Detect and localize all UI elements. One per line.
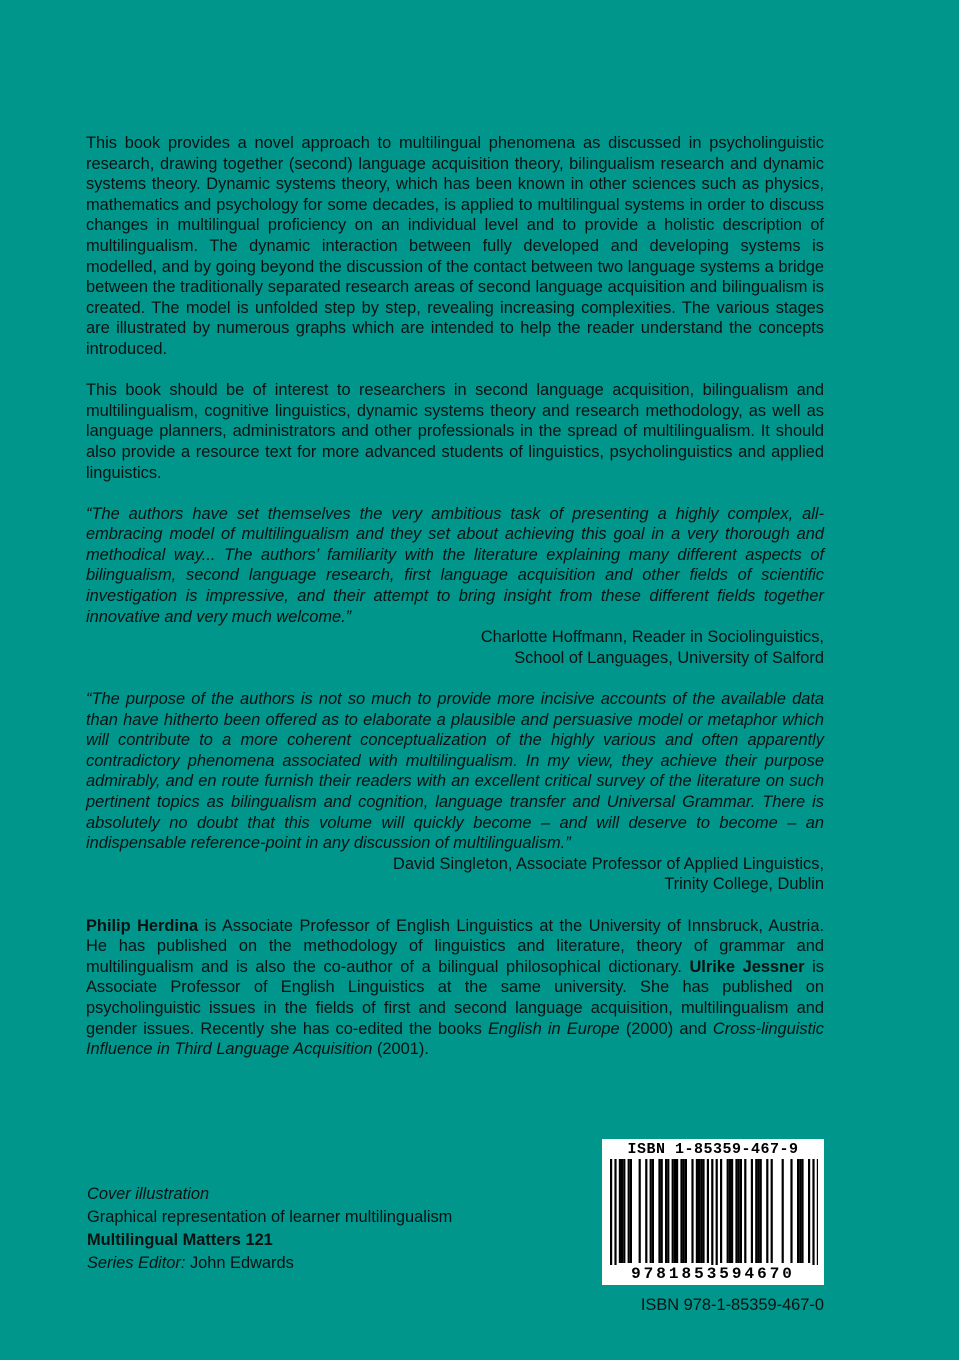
- barcode-bars: [608, 1159, 818, 1267]
- barcode-bar: [680, 1159, 682, 1263]
- barcode-bar: [766, 1159, 768, 1263]
- barcode-bar: [619, 1159, 621, 1263]
- barcode-bar: [665, 1159, 667, 1263]
- barcode-bar: [731, 1159, 733, 1263]
- series-editor-label: Series Editor:: [87, 1254, 186, 1272]
- barcode-bar: [639, 1159, 641, 1263]
- barcode-bar: [691, 1159, 693, 1263]
- book-year-2: (2001).: [372, 1040, 429, 1059]
- barcode-bar: [672, 1159, 674, 1263]
- description-paragraph: This book provides a novel approach to multilingual phenomena as discussed in psycholinguistic research, drawing together (second) language acquisition theory, bilingualism research and dynamic systems theory. Dynamic systems theory, which has been known in other sciences such as physics, mathematics and psychology for some decades, is applied to multilingual systems in order to discuss changes in multilingual proficiency on an individual level and to provide a holistic description of multilingualism. The dynamic interaction between fully developed and developing systems is modelled, and by going beyond the discussion of the contact between two language systems a bridge between the traditionally separated research areas of second language acquisition and bilingualism is created. The model is unfolded step by step, revealing increasing complexities. The various stages are illustrated by numerous graphs which are intended to help the reader understand the concepts introduced.: [86, 134, 824, 358]
- isbn-barcode: [602, 1139, 824, 1285]
- barcode-bar: [751, 1159, 753, 1263]
- barcode-bar: [738, 1159, 740, 1263]
- barcode-bar: [711, 1159, 713, 1267]
- barcode-bar: [735, 1159, 737, 1263]
- barcode-bar: [817, 1159, 818, 1267]
- barcode-bar: [623, 1159, 625, 1263]
- barcode-bar: [790, 1159, 792, 1263]
- barcode-bar: [760, 1159, 762, 1263]
- isbn-13: ISBN 978-1-85359-467-0: [640, 1296, 824, 1314]
- barcode-bar: [727, 1159, 729, 1263]
- reviewer-2-name: David Singleton, Associate Professor of Applied Linguistics,: [393, 854, 824, 873]
- reviewer-1-name: Charlotte Hoffmann, Reader in Sociolinguistics,: [480, 628, 824, 647]
- barcode-bar: [652, 1159, 654, 1263]
- barcode-isbn-label: ISBN 1-85359-467-9: [627, 1141, 799, 1158]
- barcode-bar: [716, 1159, 718, 1267]
- book-title-2: Cross-linguistic Influence in Third Language Acquisition: [86, 1019, 825, 1059]
- barcode-bar: [698, 1159, 700, 1263]
- book-year-1: (2000) and: [619, 1019, 713, 1038]
- barcode-bar: [676, 1159, 678, 1263]
- barcode-bar: [808, 1159, 810, 1263]
- series-editor-name: John Edwards: [185, 1254, 294, 1272]
- barcode-bar: [720, 1159, 722, 1263]
- book-title-1: English in Europe: [487, 1019, 620, 1038]
- reviewer-2-affiliation: Trinity College, Dublin: [664, 875, 824, 894]
- author-1-bio: is Associate Professor of English Linguistics at the University of Innsbruck, Austria. He has published on the methodology of linguistics and literature, theory of grammar and multilingualism and is also the co-author of a bilingual philosophical dictionary.: [86, 916, 824, 976]
- barcode-bar: [628, 1159, 630, 1263]
- barcode-bar: [696, 1159, 698, 1263]
- series-name: Multilingual Matters 121: [87, 1231, 273, 1249]
- barcode-bar: [812, 1159, 814, 1267]
- barcode-bar: [667, 1159, 669, 1263]
- authors-bio: [86, 916, 824, 1060]
- barcode-bar: [729, 1159, 731, 1263]
- barcode-bar: [630, 1159, 632, 1263]
- back-cover-text: [86, 133, 824, 1060]
- barcode-bar: [661, 1159, 663, 1263]
- author-1-name: Philip Herdina: [86, 916, 199, 935]
- barcode-bar: [614, 1159, 616, 1267]
- barcode-digits: 9781853594670: [602, 1265, 824, 1283]
- barcode-bar: [650, 1159, 652, 1263]
- barcode-bar: [621, 1159, 623, 1263]
- barcode-bar: [674, 1159, 676, 1263]
- barcode-bar: [782, 1159, 784, 1263]
- series-editor: [87, 1252, 452, 1275]
- review-attribution-2: [86, 854, 824, 895]
- review-attribution-1: [86, 627, 824, 668]
- barcode-bar: [740, 1159, 742, 1263]
- cover-illustration-text: Graphical representation of learner multilingualism: [87, 1208, 453, 1226]
- barcode-bar: [755, 1159, 757, 1263]
- barcode-bar: [683, 1159, 685, 1263]
- barcode-bar: [801, 1159, 803, 1263]
- author-2-bio: is Associate Professor of English Linguistics at the same university. She has published on psycholinguistic issues in the fields of first and second language acquisition, multilingualism and gender issues. Recently she has co-edited the books: [86, 957, 824, 1038]
- review-quote-2: “The purpose of the authors is not so much to provide more incisive accounts of the available data than have hitherto been offered as to elaborate a plausible and persuasive model or metaphor which will contribute to a more coherent conceptualization of the highly various and often apparently contradictory phenomena associated with multilingualism. In my view, they achieve their purpose admirably, and en route furnish their readers with an excellent critical survey of the literature on such pertinent topics as bilingualism and cognition, language transfer and Universal Grammar. There is absolutely no doubt that this volume will quickly become – and will deserve to become – an indispensable reference-point in any discussion of multilingualism.”: [86, 690, 824, 853]
- audience-paragraph: This book should be of interest to researchers in second language acquisition, bilingualism and multilingualism, cognitive linguistics, dynamic systems theory and research methodology, as well as language planners, administrators and other professionals in the spread of multilingualism. It should also provide a resource text for more advanced students of linguistics, psycholinguistics and applied linguistics.: [86, 381, 824, 482]
- review-quote-1: “The authors have set themselves the very ambitious task of presenting a highly complex, all-embracing model of multilingualism and they set about achieving this goal in a very thorough and methodical way... The authors’ familiarity with the literature explaining many different aspects of bilingualism, second language research, first language acquisition and other fields of scientific investigation is impressive, and their attempt to bring insight from these different fields together innovative and very much welcome.”: [86, 504, 824, 626]
- barcode-bar: [771, 1159, 773, 1263]
- barcode-bar: [610, 1159, 612, 1267]
- barcode-bar: [797, 1159, 799, 1263]
- cover-info: [87, 1183, 452, 1275]
- author-2-name: Ulrike Jessner: [689, 957, 805, 976]
- cover-illustration-label: Cover illustration: [87, 1185, 210, 1203]
- barcode-bar: [799, 1159, 801, 1263]
- barcode-bar: [707, 1159, 709, 1263]
- barcode-bar: [685, 1159, 687, 1263]
- reviewer-1-affiliation: School of Languages, University of Salford: [514, 648, 824, 667]
- barcode-bar: [757, 1159, 759, 1263]
- barcode-bar: [744, 1159, 746, 1263]
- barcode-bar: [645, 1159, 647, 1263]
- barcode-bar: [658, 1159, 660, 1263]
- barcode-bar: [702, 1159, 704, 1263]
- barcode-bar: [700, 1159, 702, 1263]
